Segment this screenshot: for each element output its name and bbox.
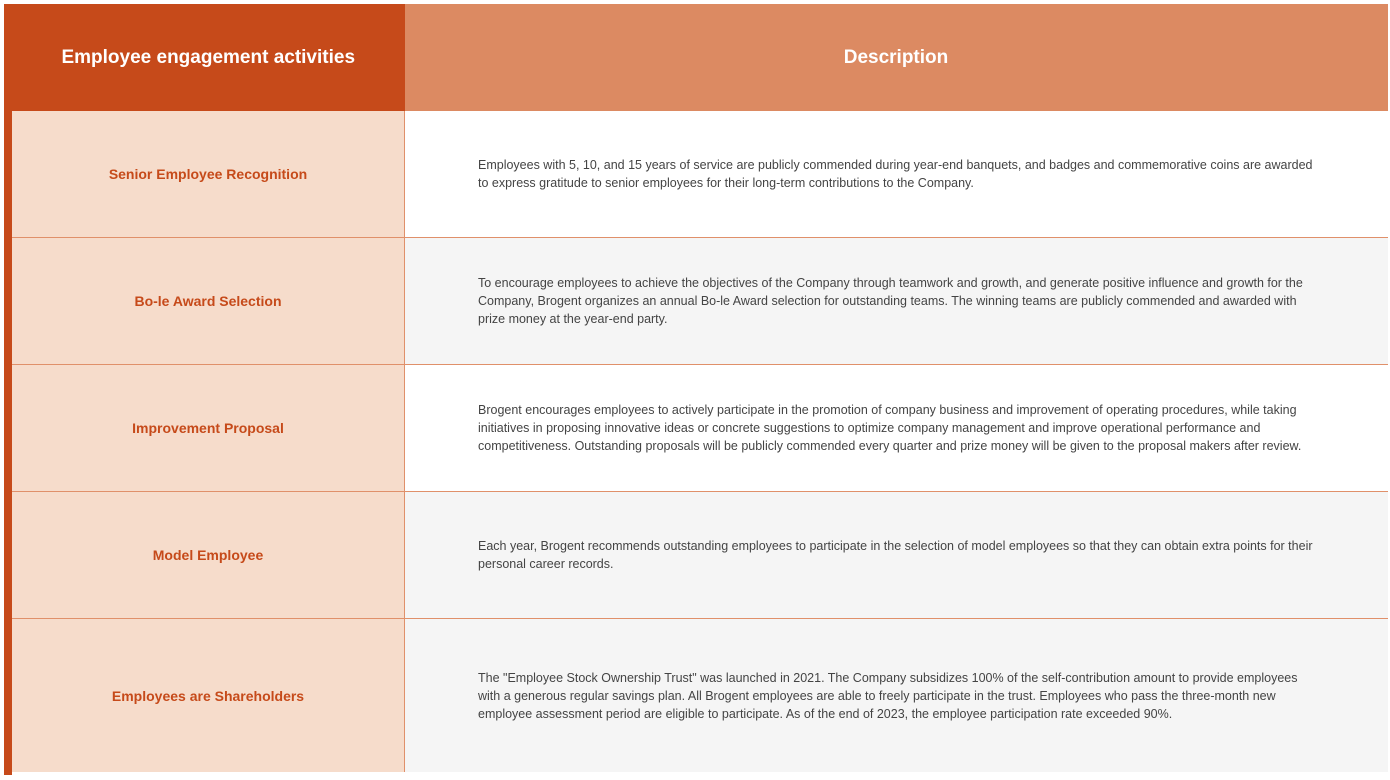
- description-cell: Employees with 5, 10, and 15 years of service are publicly commended during year-end banquets, and badges and commemorative coins are awarded to express gratitude to senior employees for their long-term contributions to the Company.: [405, 111, 1388, 238]
- description-cell: Brogent encourages employees to actively participate in the promotion of company business and improvement of operating procedures, while taking initiatives in proposing innovative ideas or concrete suggestions to optimize company management and improve operational performance and competitiveness. Outstanding proposals will be publicly commended every quarter and prize money will be given to the proposal makers after review.: [405, 365, 1388, 492]
- engagement-table: [12, 4, 1388, 772]
- left-accent-bar: [4, 4, 12, 775]
- table-row: [12, 492, 1388, 619]
- activity-cell: Model Employee: [12, 492, 405, 619]
- description-cell: Each year, Brogent recommends outstanding employees to participate in the selection of model employees so that they can obtain extra points for their personal career records.: [405, 492, 1388, 619]
- table-header-row: [12, 4, 1388, 111]
- table-row: [12, 365, 1388, 492]
- activity-cell: Improvement Proposal: [12, 365, 405, 492]
- header-activities: Employee engagement activities: [12, 4, 405, 111]
- table-row: [12, 111, 1388, 238]
- table-row: [12, 238, 1388, 365]
- description-cell: The "Employee Stock Ownership Trust" was launched in 2021. The Company subsidizes 100% of the self-contribution amount to provide employees with a generous regular savings plan. All Brogent employees are able to freely participate in the trust. Employees who pass the three-month new employee assessment period are eligible to participate. As of the end of 2023, the employee participation rate exceeded 90%.: [405, 619, 1388, 773]
- activity-cell: Bo-le Award Selection: [12, 238, 405, 365]
- activity-cell: Senior Employee Recognition: [12, 111, 405, 238]
- description-cell: To encourage employees to achieve the objectives of the Company through teamwork and growth, and generate positive influence and growth for the Company, Brogent organizes an annual Bo-le Award selection for outstanding teams. The winning teams are publicly commended and awarded with prize money at the year-end party.: [405, 238, 1388, 365]
- table-row: [12, 619, 1388, 773]
- header-description: Description: [405, 4, 1388, 111]
- activity-cell: Employees are Shareholders: [12, 619, 405, 773]
